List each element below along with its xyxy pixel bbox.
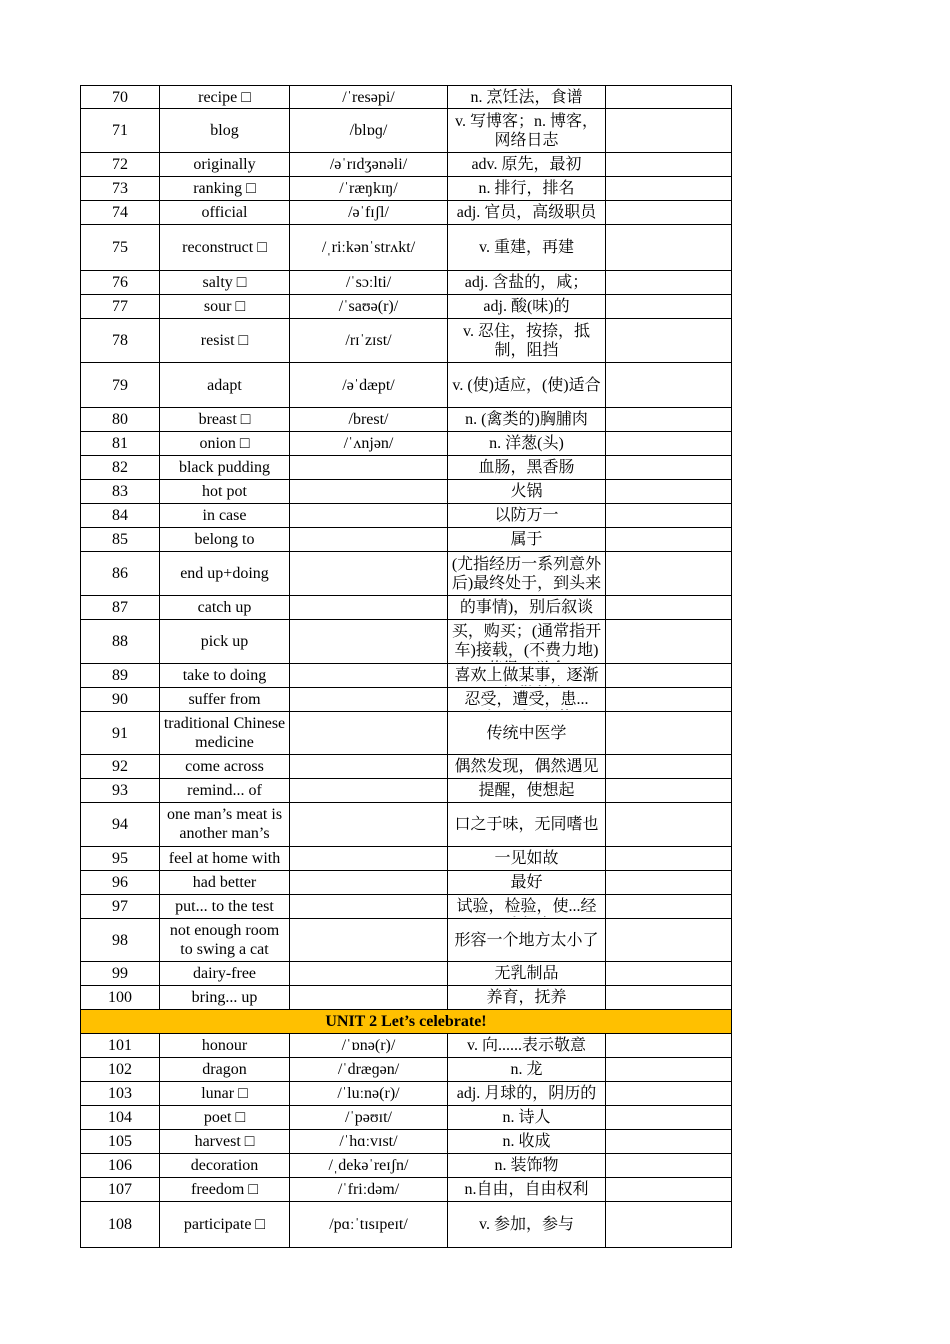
vocab-row	[81, 779, 732, 803]
entry-blank-cell	[606, 153, 732, 177]
entry-phonetic: /ˈpəʊɪt/	[345, 1109, 392, 1126]
entry-number: 103	[108, 1085, 132, 1102]
entry-word: poet □	[203, 1109, 246, 1126]
vocab-row	[81, 456, 732, 480]
entry-blank-cell	[606, 1058, 732, 1082]
entry-blank-cell	[606, 895, 732, 919]
entry-word: hot pot	[202, 483, 247, 500]
entry-blank-cell	[606, 432, 732, 456]
entry-number: 75	[112, 239, 128, 256]
entry-word: bring... up	[191, 989, 258, 1006]
entry-blank-cell	[606, 295, 732, 319]
unit-header-row	[81, 1010, 732, 1034]
entry-meaning: 口之于味，无同嗜也	[454, 816, 599, 833]
entry-number: 71	[112, 122, 128, 139]
entry-word: black pudding	[178, 459, 271, 476]
entry-word: come across	[185, 758, 264, 775]
entry-meaning: 的事情)，别后叙谈	[459, 599, 594, 616]
entry-meaning: adj. 月球的，阴历的	[456, 1085, 597, 1102]
entry-meaning: 喜欢上做某事，逐渐	[454, 666, 599, 684]
entry-phonetic: /ˈdræɡən/	[337, 1061, 400, 1078]
entry-phonetic: /ˈluːnə(r)/	[337, 1085, 400, 1102]
entry-word: belong to	[194, 531, 255, 548]
entry-phonetic: /pɑːˈtɪsɪpeɪt/	[329, 1216, 408, 1233]
entry-meaning: n.自由，自由权利	[464, 1181, 589, 1198]
entry-meaning: v. 写博客；n. 博客，网络日志	[455, 112, 598, 149]
entry-word: ranking □	[193, 180, 256, 197]
entry-phonetic: /əˈfɪʃl/	[348, 204, 389, 221]
entry-blank-cell	[606, 1034, 732, 1058]
entry-word: lunar □	[201, 1085, 248, 1102]
entry-word: adapt	[207, 376, 242, 394]
vocab-row	[81, 712, 732, 755]
entry-word: end up+doing	[180, 565, 269, 582]
entry-number: 95	[112, 850, 128, 867]
entry-meaning: v. 忍住，按捺，抵制，阻挡	[463, 322, 590, 359]
vocab-row	[81, 1178, 732, 1202]
vocab-row	[81, 620, 732, 664]
vocab-row	[81, 504, 732, 528]
entry-meaning: v. 重建，再建	[479, 239, 574, 256]
entry-blank-cell	[606, 986, 732, 1010]
entry-meaning: 形容一个地方太小了	[454, 931, 599, 949]
entry-word: sour □	[203, 298, 246, 315]
entry-word: reconstruct □	[182, 239, 267, 256]
entry-meaning: 最好	[510, 874, 543, 891]
entry-meaning: 以防万一	[494, 507, 559, 524]
vocab-row	[81, 803, 732, 847]
entry-number: 89	[112, 667, 128, 684]
vocab-row	[81, 1130, 732, 1154]
vocab-row	[81, 847, 732, 871]
entry-meaning: 传统中医学	[486, 724, 567, 742]
entry-phonetic: /əˈdæpt/	[342, 376, 395, 394]
entry-number: 93	[112, 782, 128, 799]
entry-blank-cell	[606, 177, 732, 201]
vocab-row	[81, 295, 732, 319]
entry-blank-cell	[606, 86, 732, 109]
entry-word: feel at home with	[168, 850, 281, 867]
vocab-row	[81, 363, 732, 408]
entry-phonetic: /ˈʌnjən/	[343, 435, 394, 452]
vocab-row	[81, 109, 732, 153]
entry-number: 87	[112, 599, 128, 616]
vocab-row	[81, 1082, 732, 1106]
entry-word: suffer from	[188, 691, 261, 708]
entry-number: 108	[108, 1216, 132, 1233]
entry-blank-cell	[606, 596, 732, 620]
entry-phonetic: /ˈhɑːvɪst/	[339, 1133, 398, 1150]
entry-word: dragon	[202, 1061, 247, 1078]
entry-meaning: n. 装饰物	[494, 1157, 559, 1174]
entry-number: 92	[112, 758, 128, 775]
entry-meaning: n. 烹饪法，食谱	[470, 88, 583, 106]
entry-number: 104	[108, 1109, 132, 1126]
entry-number: 76	[112, 274, 128, 291]
entry-blank-cell	[606, 1130, 732, 1154]
entry-blank-cell	[606, 803, 732, 847]
entry-number: 85	[112, 531, 128, 548]
entry-blank-cell	[606, 504, 732, 528]
entry-number: 106	[108, 1157, 132, 1174]
entry-number: 98	[112, 931, 128, 949]
entry-word: catch up	[197, 599, 252, 616]
entry-meaning: 提醒，使想起	[478, 782, 575, 799]
entry-number: 102	[108, 1061, 132, 1078]
entry-meaning: v. 参加，参与	[479, 1216, 574, 1233]
vocab-row	[81, 201, 732, 225]
entry-blank-cell	[606, 528, 732, 552]
entry-number: 96	[112, 874, 128, 891]
entry-word: official	[201, 204, 248, 221]
entry-blank-cell	[606, 712, 732, 755]
entry-blank-cell	[606, 1082, 732, 1106]
vocab-row	[81, 962, 732, 986]
entry-word: honour	[201, 1037, 248, 1054]
entry-word: pick up	[200, 633, 249, 650]
vocab-row	[81, 319, 732, 363]
vocab-row	[81, 919, 732, 962]
vocab-row	[81, 1106, 732, 1130]
entry-phonetic: /brest/	[348, 411, 389, 428]
entry-number: 94	[112, 816, 128, 833]
vocabulary-table-body	[81, 86, 732, 1248]
entry-word: put... to the test	[175, 898, 274, 915]
vocab-row	[81, 86, 732, 109]
entry-number: 88	[112, 633, 128, 650]
entry-meaning: n. 洋葱(头)	[489, 435, 564, 452]
entry-word: originally	[193, 156, 256, 173]
entry-word: remind... of	[187, 782, 262, 799]
entry-meaning: n. (禽类的)胸脯肉	[465, 411, 588, 428]
vocab-row	[81, 528, 732, 552]
entry-number: 81	[112, 435, 128, 452]
entry-meaning: n. 收成	[502, 1133, 551, 1150]
entry-meaning: n. 诗人	[502, 1109, 551, 1126]
entry-number: 73	[112, 180, 128, 197]
entry-phonetic: /ˌdekəˈreɪʃn/	[328, 1157, 409, 1174]
entry-phonetic: /ˈsaʊə(r)/	[338, 298, 399, 315]
entry-blank-cell	[606, 1178, 732, 1202]
vocab-row	[81, 552, 732, 596]
entry-phonetic: /ˈsɔːlti/	[345, 274, 392, 291]
entry-blank-cell	[606, 109, 732, 153]
vocab-row	[81, 225, 732, 271]
entry-word: take to doing	[182, 667, 267, 684]
vocab-row	[81, 432, 732, 456]
entry-blank-cell	[606, 847, 732, 871]
entry-word: harvest □	[194, 1133, 255, 1150]
entry-phonetic: /blɒɡ/	[349, 122, 388, 139]
entry-blank-cell	[606, 201, 732, 225]
entry-phonetic: /əˈrɪdʒənəli/	[329, 156, 408, 173]
entry-number: 82	[112, 459, 128, 476]
entry-blank-cell	[606, 408, 732, 432]
entry-number: 79	[112, 376, 128, 394]
entry-word: resist □	[200, 332, 249, 349]
entry-number: 100	[108, 989, 132, 1006]
entry-meaning: 试验，检验，使...经	[456, 897, 597, 915]
entry-meaning: adj. 含盐的，咸；	[464, 274, 589, 291]
vocab-row	[81, 871, 732, 895]
vocab-row	[81, 177, 732, 201]
vocab-row	[81, 1202, 732, 1248]
entry-number: 70	[112, 88, 128, 106]
entry-phonetic: /ˈresəpi/	[342, 88, 395, 106]
entry-number: 97	[112, 898, 128, 915]
entry-blank-cell	[606, 962, 732, 986]
entry-meaning: 一见如故	[494, 850, 559, 867]
entry-blank-cell	[606, 1106, 732, 1130]
vocabulary-table	[80, 85, 732, 1248]
entry-meaning: n. 排行，排名	[478, 180, 575, 197]
entry-blank-cell	[606, 919, 732, 962]
entry-number: 99	[112, 965, 128, 982]
entry-word: blog	[210, 122, 239, 139]
entry-number: 90	[112, 691, 128, 708]
entry-blank-cell	[606, 871, 732, 895]
entry-word: salty □	[202, 274, 247, 291]
entry-meaning: adv. 原先，最初	[471, 156, 582, 173]
entry-blank-cell	[606, 1154, 732, 1178]
entry-blank-cell	[606, 755, 732, 779]
entry-blank-cell	[606, 779, 732, 803]
vocab-row	[81, 596, 732, 620]
entry-number: 86	[112, 565, 128, 582]
entry-word: not enough room to swing a cat	[169, 922, 280, 958]
entry-phonetic: /ˈfriːdəm/	[337, 1181, 400, 1198]
vocab-row	[81, 1154, 732, 1178]
entry-blank-cell	[606, 271, 732, 295]
entry-word: recipe □	[198, 88, 251, 106]
entry-meaning: 无乳制品	[494, 965, 559, 982]
entry-word: breast □	[198, 411, 251, 428]
entry-meaning: v. (使)适应，(使)适合	[452, 376, 601, 394]
entry-number: 105	[108, 1133, 132, 1150]
vocab-row	[81, 1058, 732, 1082]
entry-meaning: (尤指经历一系列意外后)最终处于，到头来	[451, 555, 602, 592]
entry-blank-cell	[606, 620, 732, 664]
entry-number: 74	[112, 204, 128, 221]
entry-phonetic: /ˈɒnə(r)/	[341, 1037, 396, 1054]
vocab-row	[81, 895, 732, 919]
entry-meaning: 火锅	[510, 483, 543, 500]
entry-number: 84	[112, 507, 128, 524]
entry-phonetic: /rɪˈzɪst/	[345, 332, 392, 349]
entry-blank-cell	[606, 552, 732, 596]
entry-word: participate □	[183, 1216, 266, 1233]
entry-blank-cell	[606, 1202, 732, 1248]
entry-blank-cell	[606, 225, 732, 271]
entry-blank-cell	[606, 456, 732, 480]
vocab-row	[81, 755, 732, 779]
vocab-row	[81, 480, 732, 504]
entry-number: 78	[112, 332, 128, 349]
entry-number: 101	[108, 1037, 132, 1054]
entry-blank-cell	[606, 480, 732, 504]
vocab-row	[81, 153, 732, 177]
entry-meaning: v. 向......表示敬意	[467, 1037, 586, 1054]
entry-meaning: adj. 酸(味)的	[483, 298, 570, 315]
entry-meaning: 养育，抚养	[486, 989, 567, 1006]
entry-phonetic: /ˌriːkənˈstrʌkt/	[321, 239, 416, 256]
vocab-row	[81, 688, 732, 712]
entry-meaning: 买，购买；(通常指开车)接载，(不费力地)	[451, 622, 602, 659]
vocab-row	[81, 408, 732, 432]
entry-meaning: 忍受，遭受，患...	[464, 690, 589, 708]
entry-number: 77	[112, 298, 128, 315]
entry-word: onion □	[199, 435, 250, 452]
vocab-row	[81, 664, 732, 688]
entry-meaning: adj. 官员，高级职员	[456, 204, 597, 221]
entry-number: 80	[112, 411, 128, 428]
entry-blank-cell	[606, 363, 732, 408]
entry-word: dairy-free	[192, 965, 257, 982]
entry-number: 91	[112, 724, 128, 742]
entry-number: 107	[108, 1181, 132, 1198]
entry-meaning: n. 龙	[510, 1061, 543, 1078]
entry-number: 72	[112, 156, 128, 173]
vocab-row	[81, 986, 732, 1010]
entry-word: traditional Chinese medicine	[163, 715, 286, 751]
entry-word: decoration	[190, 1157, 259, 1174]
entry-phonetic: /ˈræŋkɪŋ/	[339, 180, 398, 197]
entry-word: freedom □	[191, 1181, 258, 1198]
vocab-row	[81, 271, 732, 295]
entry-word: in case	[202, 507, 247, 524]
entry-blank-cell	[606, 664, 732, 688]
entry-blank-cell	[606, 688, 732, 712]
entry-meaning: 属于	[510, 531, 543, 548]
entry-number: 83	[112, 483, 128, 500]
entry-meaning: 偶然发现，偶然遇见	[454, 758, 599, 775]
entry-word: had better	[192, 874, 257, 891]
entry-blank-cell	[606, 319, 732, 363]
unit-title: UNIT 2 Let’s celebrate!	[81, 1010, 732, 1034]
vocab-row	[81, 1034, 732, 1058]
entry-word: one man’s meat is another man’s	[166, 805, 283, 842]
entry-meaning: 血肠，黑香肠	[478, 459, 575, 476]
